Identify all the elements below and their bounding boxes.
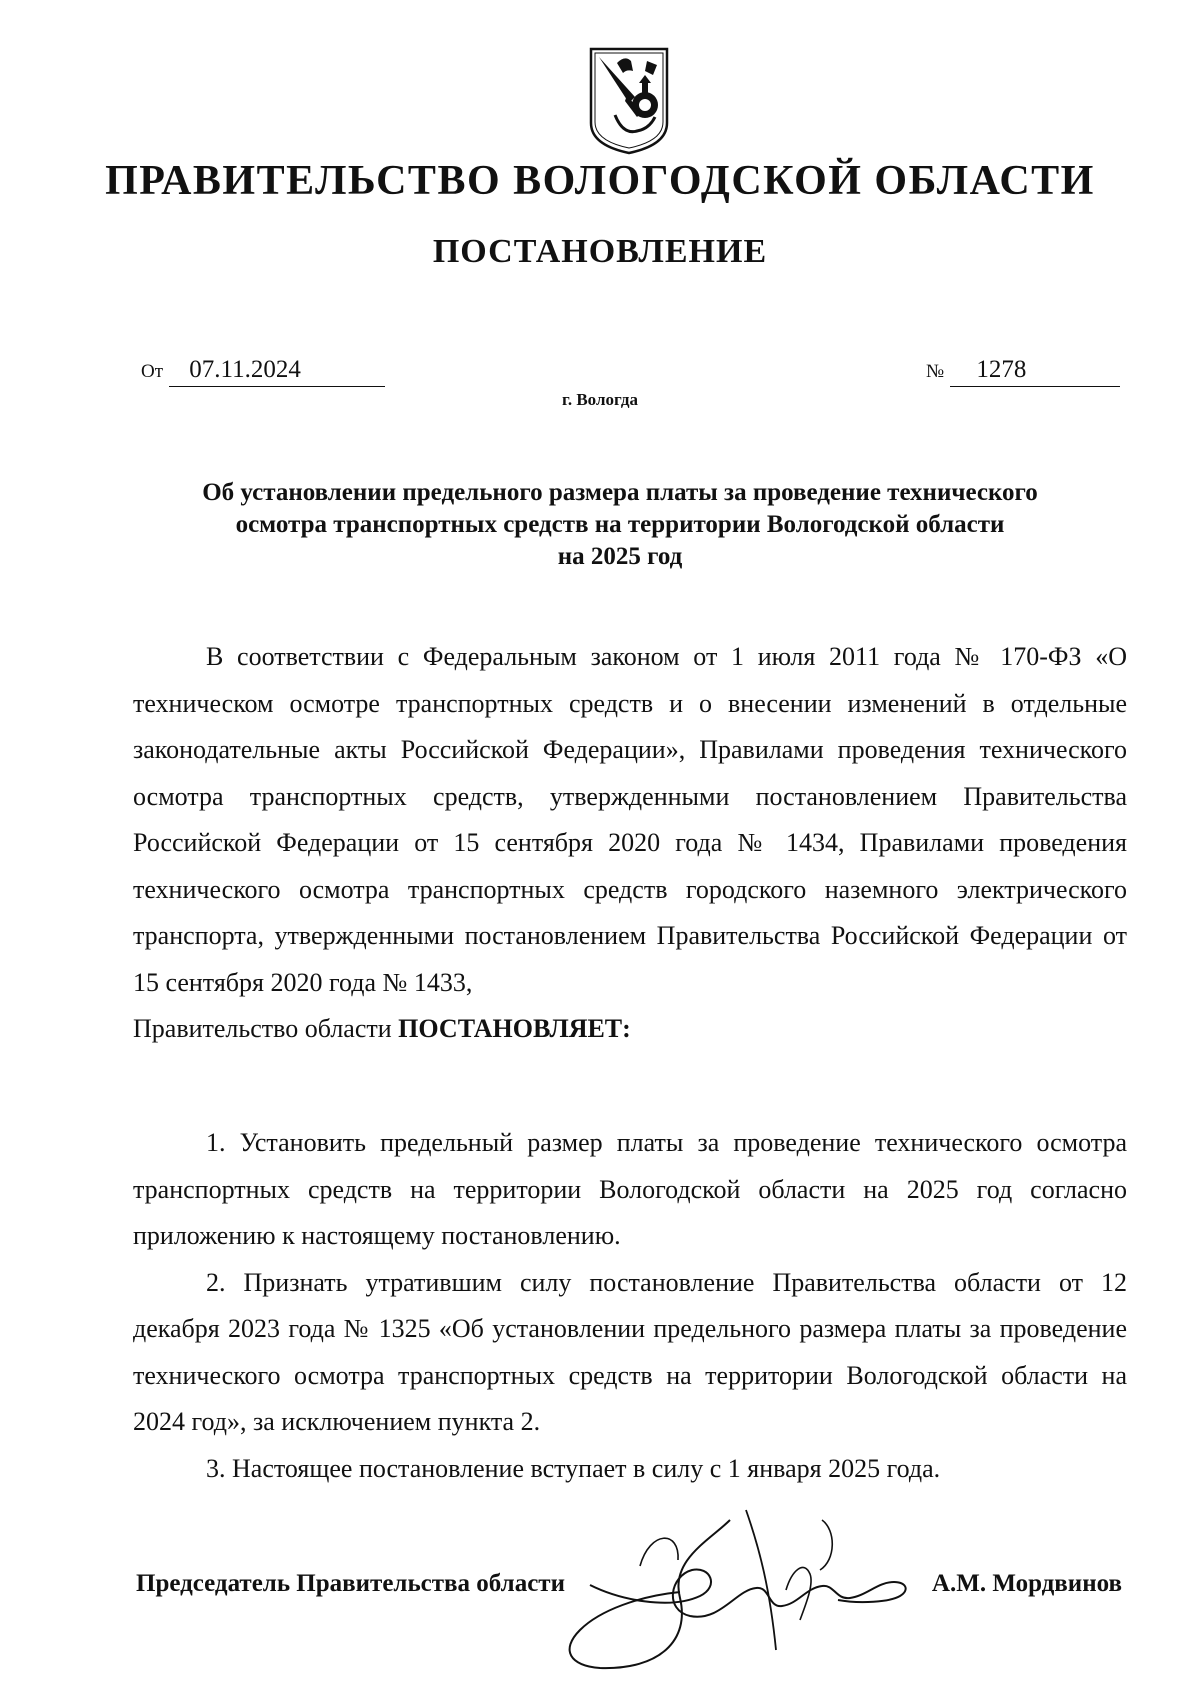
document-number: 1278 [950, 355, 1120, 387]
resolution-item-2: 2. Признать утратившим силу постановление Правительства области от 12 декабря 2023 года № 1325 «Об установлении предельного размера платы за проведение технического осмотра транспортных средств на территории Вологодской области на 2024 год», за исключением пункта 2. [133, 1267, 1127, 1436]
document-subject [130, 477, 1110, 573]
government-title: ПРАВИТЕЛЬСТВО ВОЛОГОДСКОЙ ОБЛАСТИ [105, 158, 1095, 204]
subject-line: на 2025 год [557, 543, 683, 570]
resolution-word: ПОСТАНОВЛЯЕТ: [398, 1014, 631, 1043]
city: г. Вологда [562, 390, 638, 409]
resolution-prefix: Правительство области [133, 1014, 392, 1043]
resolution-line [133, 1006, 1127, 1053]
signatory-name: А.М. Мордвинов [931, 1570, 1122, 1597]
vologda-coat-of-arms-icon [587, 45, 671, 157]
document-type: ПОСТАНОВЛЕНИЕ [432, 233, 768, 270]
signatory-position: Председатель Правительства области [136, 1570, 565, 1597]
subject-line: осмотра транспортных средств на территории Вологодской области [235, 511, 1005, 538]
number-label: № [926, 361, 945, 382]
handwritten-signature-icon [560, 1470, 920, 1690]
date-field [141, 355, 385, 387]
resolution-items [133, 1120, 1127, 1492]
date-label: От [141, 361, 164, 382]
preamble [133, 634, 1127, 1053]
resolution-item-1: 1. Установить предельный размер платы за проведение технического осмотра транспортных средств на территории Вологодской области на 2025 год согласно приложению к настоящему постановлению. [133, 1128, 1127, 1250]
resolution-item-3: 3. Настоящее постановление вступает в силу с 1 января 2025 года. [206, 1453, 941, 1483]
preamble-text: В соответствии с Федеральным законом от 1 июля 2011 года № 170-ФЗ «О техническом осмотре транспортных средств и о внесении изменений в отдельные законодательные акты Российской Федерации», Правилами проведения технического осмотра транспортных средств, утвержденными постановлением Правительства Российской Федерации от 15 сентября 2020 года № 1434, Правилами проведения технического осмотра транспортных средств городского наземного электрического транспорта, утвержденными постановлением Правительства Российской Федерации от 15 сентября 2020 года № 1433, [133, 642, 1127, 997]
document-date: 07.11.2024 [169, 355, 385, 387]
number-field [926, 355, 1120, 387]
subject-line: Об установлении предельного размера платы за проведение технического [202, 479, 1038, 506]
